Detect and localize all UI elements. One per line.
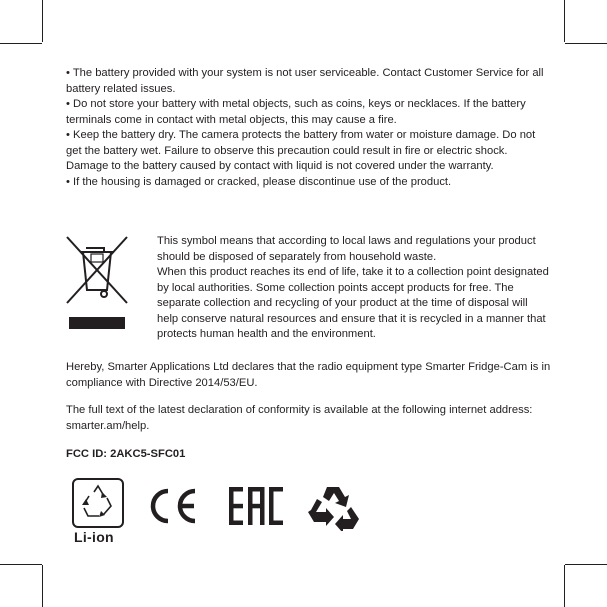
crop-mark: [565, 43, 607, 44]
recycle-icon: [307, 485, 361, 531]
full-text-notice: [66, 403, 552, 434]
declaration-text: Hereby, Smarter Applications Ltd declares that the radio equipment type Smarter Fridge-Cam is in compliance with Directive 2014/53/EU.: [66, 361, 551, 389]
li-ion-label: Li-ion: [74, 529, 114, 545]
full-text: The full text of the latest declaration of conformity is available at the following internet address: smarter.am/help.: [66, 404, 533, 432]
recycle-arrows-icon: [74, 480, 122, 526]
weee-description: [157, 234, 549, 343]
crossed-out-wheelie-bin-icon: [66, 236, 128, 332]
safety-bullet: • Do not store your battery with metal objects, such as coins, keys or necklaces. If the battery terminals come in contact with metal objects, this may cause a fire.: [66, 98, 526, 126]
ce-mark-icon: [148, 487, 200, 525]
li-ion-box: [72, 478, 124, 528]
weee-text-1: This symbol means that according to local laws and regulations your product should be disposed of separately from household waste.: [157, 235, 536, 263]
safety-bullet: • If the housing is damaged or cracked, please discontinue use of the product.: [66, 175, 452, 188]
crop-mark: [0, 564, 42, 565]
weee-text-2: When this product reaches its end of life, take it to a collection point designated by local authorities. Some collection points accept products for free. The separate collection and recycling of your product at the time of disposal will help conserve natural resources and ensure that it is recycled in a manner that protects human health and the environment.: [157, 266, 549, 340]
declaration-of-conformity: [66, 360, 552, 391]
crop-mark: [42, 0, 43, 42]
crop-mark: [564, 565, 565, 607]
crop-mark: [42, 565, 43, 607]
crop-mark: [564, 0, 565, 42]
safety-bullet: • Keep the battery dry. The camera protects the battery from water or moisture damage. Do not get the battery wet. Failure to observe this precaution could result in fire or electric shock. Damage to the battery caused by contact with liquid is not covered under the warranty.: [66, 129, 536, 172]
crop-mark: [565, 564, 607, 565]
li-ion-recycle-icon: [72, 478, 124, 548]
eac-mark-icon: [229, 487, 283, 525]
battery-safety-list: [66, 66, 552, 190]
crop-mark: [0, 43, 42, 44]
safety-bullet: • The battery provided with your system is not user serviceable. Contact Customer Service for all battery related issues.: [66, 67, 544, 95]
fcc-id: FCC ID: 2AKC5-SFC01: [66, 448, 186, 460]
